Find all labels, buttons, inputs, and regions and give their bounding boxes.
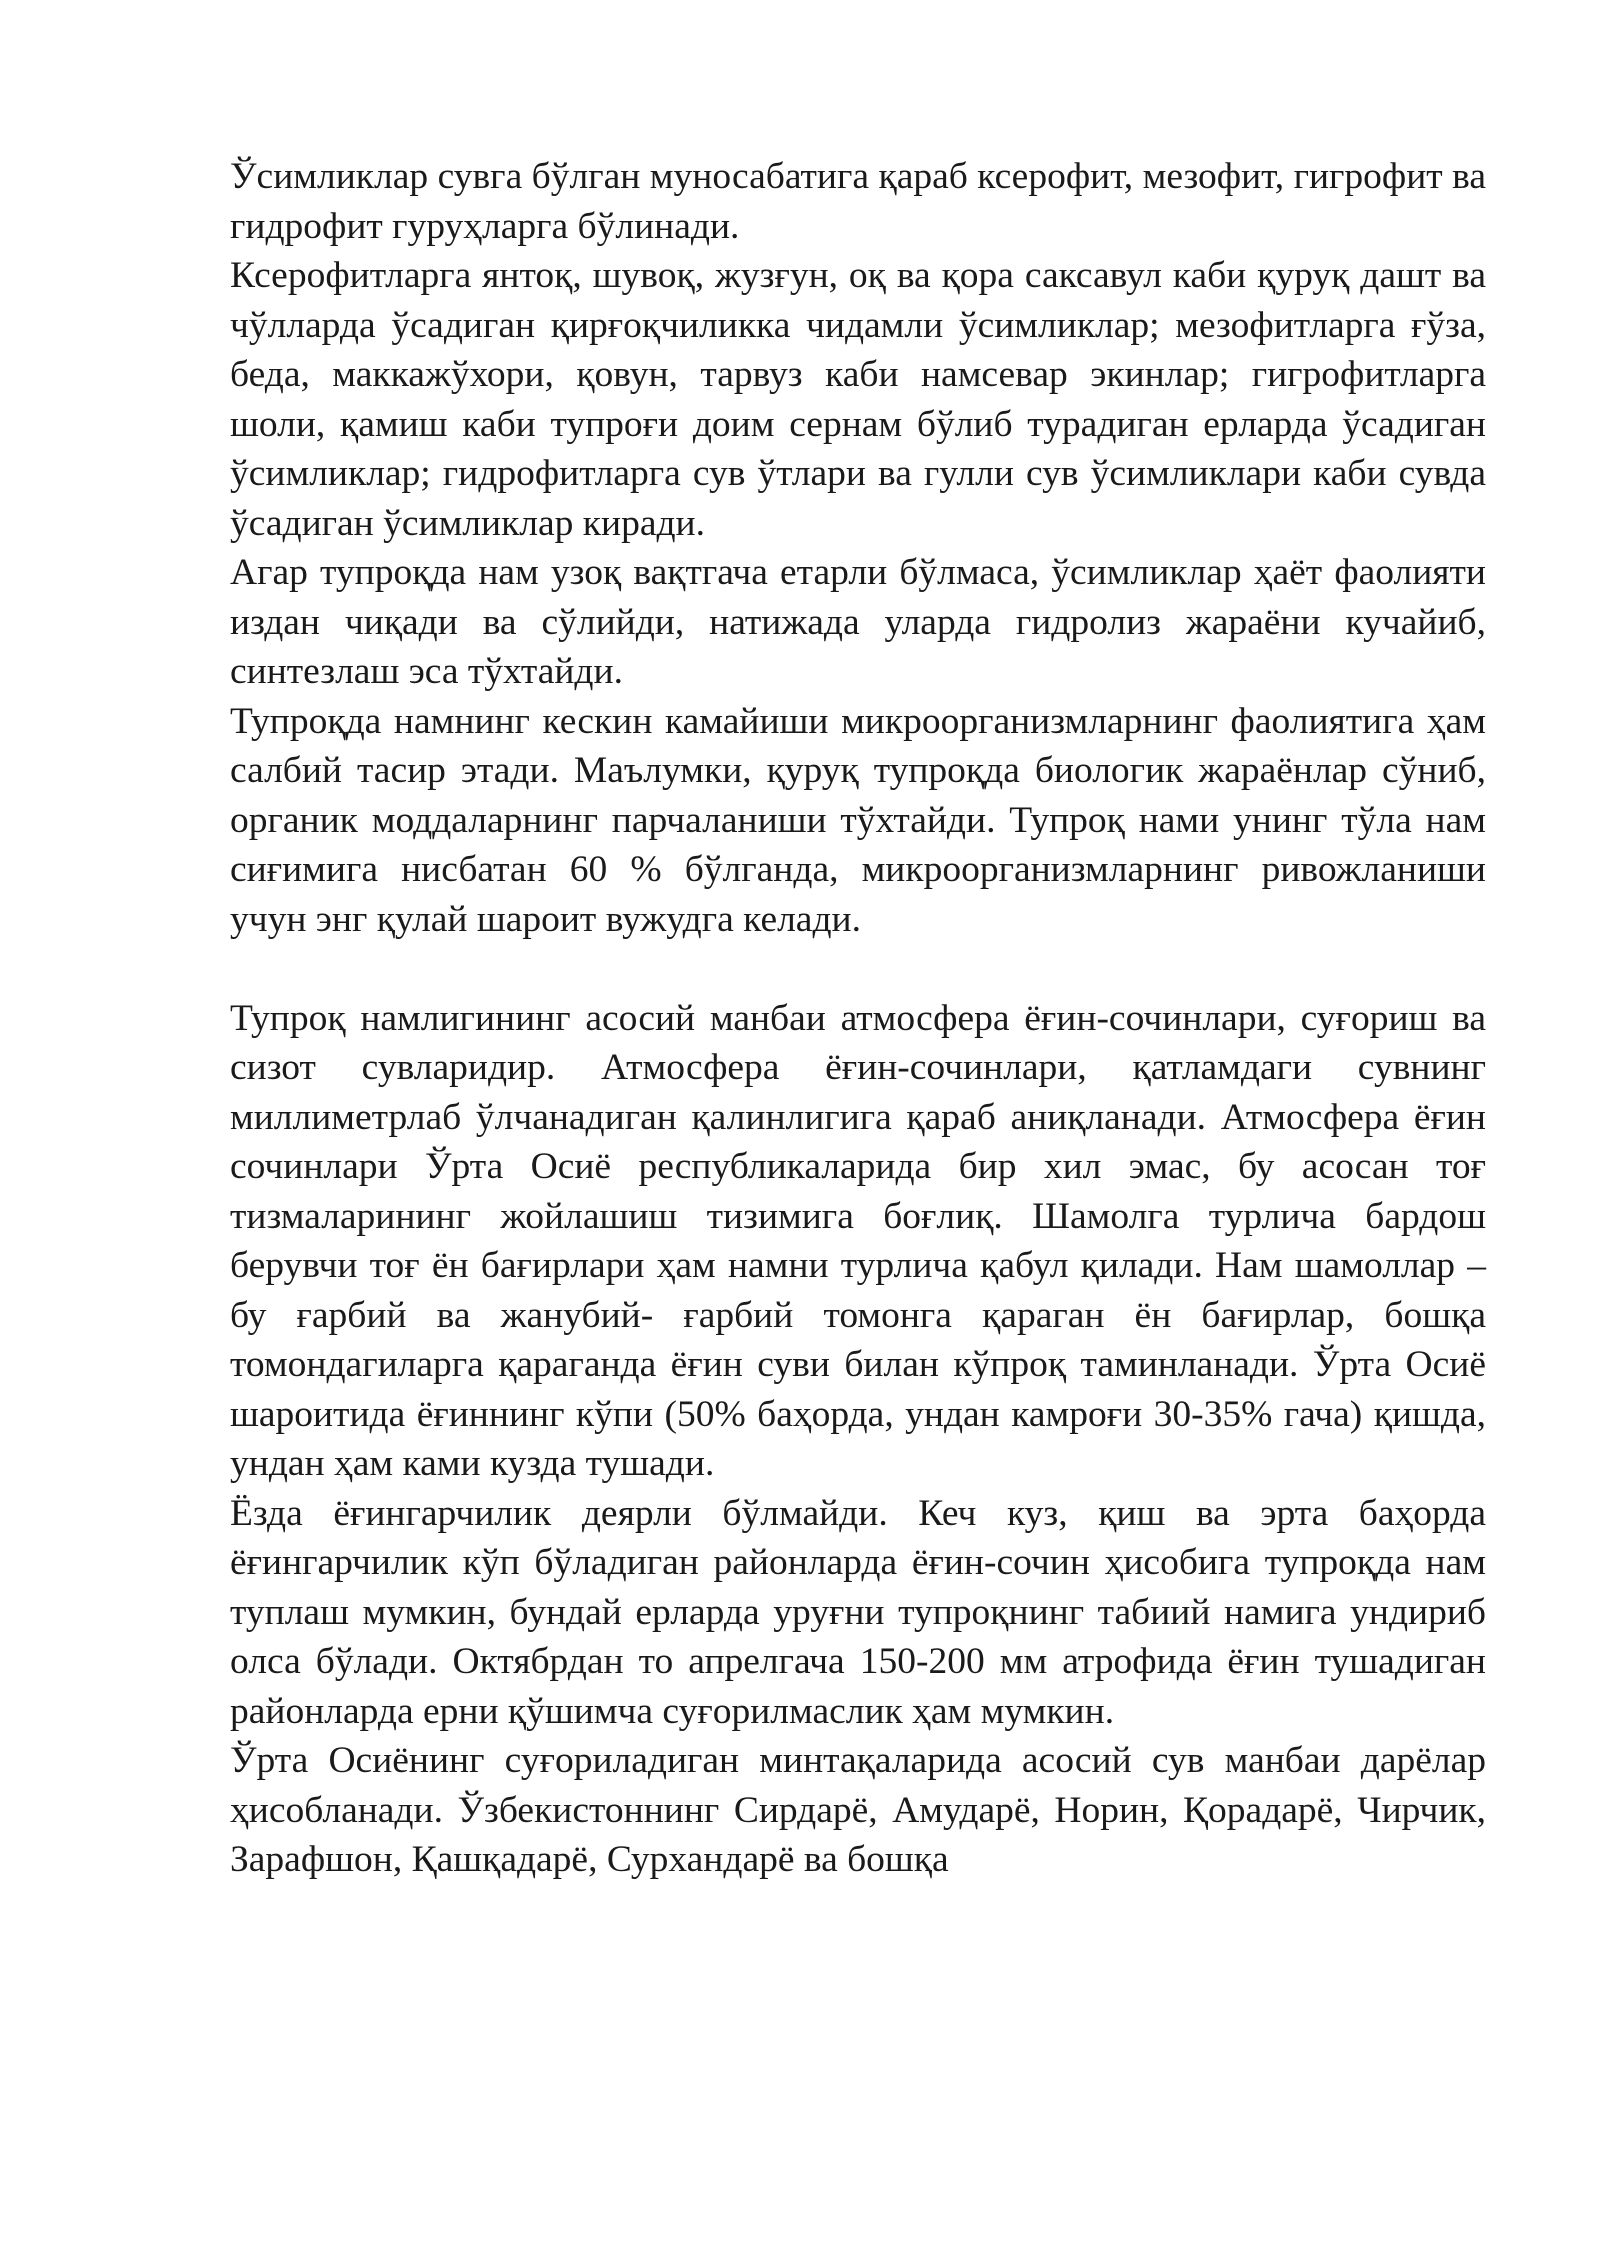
paragraph-water-groups: Ўсимликлар сувга бўлган муносабатига қараб ксерофит, мезофит, гигрофит ва гидрофит гуруҳларга бўлинади. (230, 156, 1486, 247)
paragraph-plant-types: Ксерофитларга янтоқ, шувоқ, жузғун, оқ ва қора саксавул каби қуруқ дашт ва чўлларда ўсадиган қирғоқчиликка чидамли ўсимликлар; мезофитларга ғўза, беда, маккажўхори, қовун, тарвуз каби намсевар экинлар; гигрофитларга шоли, қамиш каби тупроғи доим сернам бўлиб турадиган ерларда ўсадиган ўсимликлар; гидрофитларга сув ўтлари ва гулли сув ўсимликлари каби сувда ўсадиган ўсимликлар киради. (230, 255, 1486, 544)
document-body (230, 152, 1486, 1885)
paragraph-summer-precipitation: Ёзда ёғингарчилик деярли бўлмайди. Кеч куз, қиш ва эрта баҳорда ёғингарчилик кўп бўладиган районларда ёғин-сочин ҳисобига тупроқда нам туплаш мумкин, бундай ерларда уруғни тупроқнинг табиий намига ундириб олса бўлади. Октябрдан то апрелгача 150-200 мм атрофида ёғин тушадиган районларда ерни қўшимча суғорилмаслик ҳам мумкин. (230, 1492, 1486, 1732)
paragraph-rivers: Ўрта Осиёнинг суғориладиган минтақаларида асосий сув манбаи дарёлар ҳисобланади. Ўзбекистоннинг Сирдарё, Амударё, Норин, Қорадарё, Чирчик, Зарафшон, Қашқадарё, Сурхандарё ва бошқа (230, 1740, 1486, 1880)
paragraph-moisture-sources: Тупроқ намлигининг асосий манбаи атмосфера ёғин-сочинлари, суғориш ва сизот сувларидир. Атмосфера ёғин-сочинлари, қатламдаги сувнинг миллиметрлаб ўлчанадиган қалинлигига қараб аниқланади. Атмосфера ёғин сочинлари Ўрта Осиё республикаларида бир хил эмас, бу асосан тоғ тизмаларининг жойлашиш тизимига боғлиқ. Шамолга турлича бардош берувчи тоғ ён бағирлари ҳам намни турлича қабул қилади. Нам шамоллар – бу ғарбий ва жанубий- ғарбий томонга қараган ён бағирлар, бошқа томондагиларга қараганда ёғин суви билан кўпроқ таминланади. Ўрта Осиё шароитида ёғиннинг кўпи (50% баҳорда, ундан камроғи 30-35% гача) қишда, ундан ҳам ками кузда тушади. (230, 997, 1486, 1484)
paragraph-moisture-deficit: Агар тупроқда нам узоқ вақтгача етарли бўлмаса, ўсимликлар ҳаёт фаолияти издан чиқади ва сўлийди, натижада уларда гидролиз жараёни кучайиб, синтезлаш эса тўхтайди. (230, 552, 1486, 692)
paragraph-microorganisms: Тупроқда намнинг кескин камайиши микроорганизмларнинг фаолиятига ҳам салбий тасир этади. Маълумки, қуруқ тупроқда биологик жараёнлар сўниб, органик моддаларнинг парчаланиши тўхтайди. Тупроқ нами унинг тўла нам сиғимига нисбатан 60 % бўлганда, микроорганизмларнинг ривожланиши учун энг қулай шароит вужудга келади. (230, 700, 1486, 940)
